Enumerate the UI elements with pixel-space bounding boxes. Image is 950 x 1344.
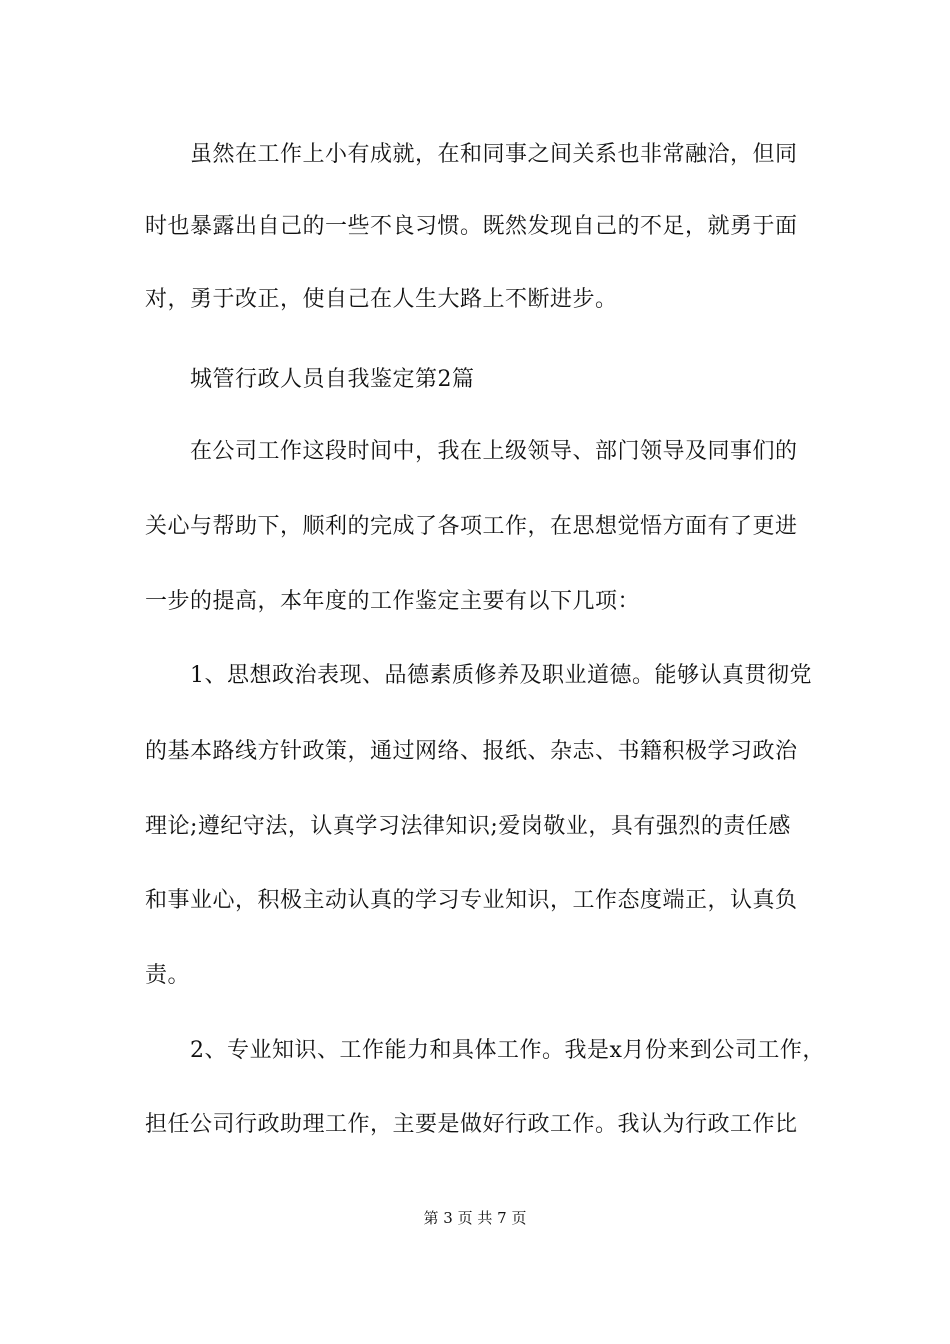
text-line: 时也暴露出自己的一些不良习惯。既然发现自己的不足，就勇于面 [145,214,798,239]
section-heading: 城管行政人员自我鉴定第2篇 [190,367,475,392]
text-line: 一步的提高，本年度的工作鉴定主要有以下几项： [145,589,641,614]
text-line: 在公司工作这段时间中，我在上级领导、部门领导及同事们的 [190,439,798,464]
text-line: 和事业心，积极主动认真的学习专业知识，工作态度端正，认真负 [145,888,798,913]
text-line: 关心与帮助下，顺利的完成了各项工作，在思想觉悟方面有了更进 [145,514,798,539]
text-line: 担任公司行政助理工作，主要是做好行政工作。我认为行政工作比 [145,1112,798,1137]
text-line: 2、专业知识、工作能力和具体工作。我是x月份来到公司工作， [190,1038,825,1063]
text-line: 的基本路线方针政策，通过网络、报纸、杂志、书籍积极学习政治 [145,739,798,764]
text-line: 对，勇于改正，使自己在人生大路上不断进步。 [145,287,618,312]
text-line: 理论;遵纪守法，认真学习法律知识;爱岗敬业，具有强烈的责任感 [145,814,791,839]
text-line: 1、思想政治表现、品德素质修养及职业道德。能够认真贯彻党 [190,663,812,688]
page-number: 第 3 页 共 7 页 [423,1209,527,1227]
text-line: 责。 [145,963,191,988]
page-footer [0,1208,950,1228]
text-line: 虽然在工作上小有成就，在和同事之间关系也非常融洽，但同 [190,142,798,167]
